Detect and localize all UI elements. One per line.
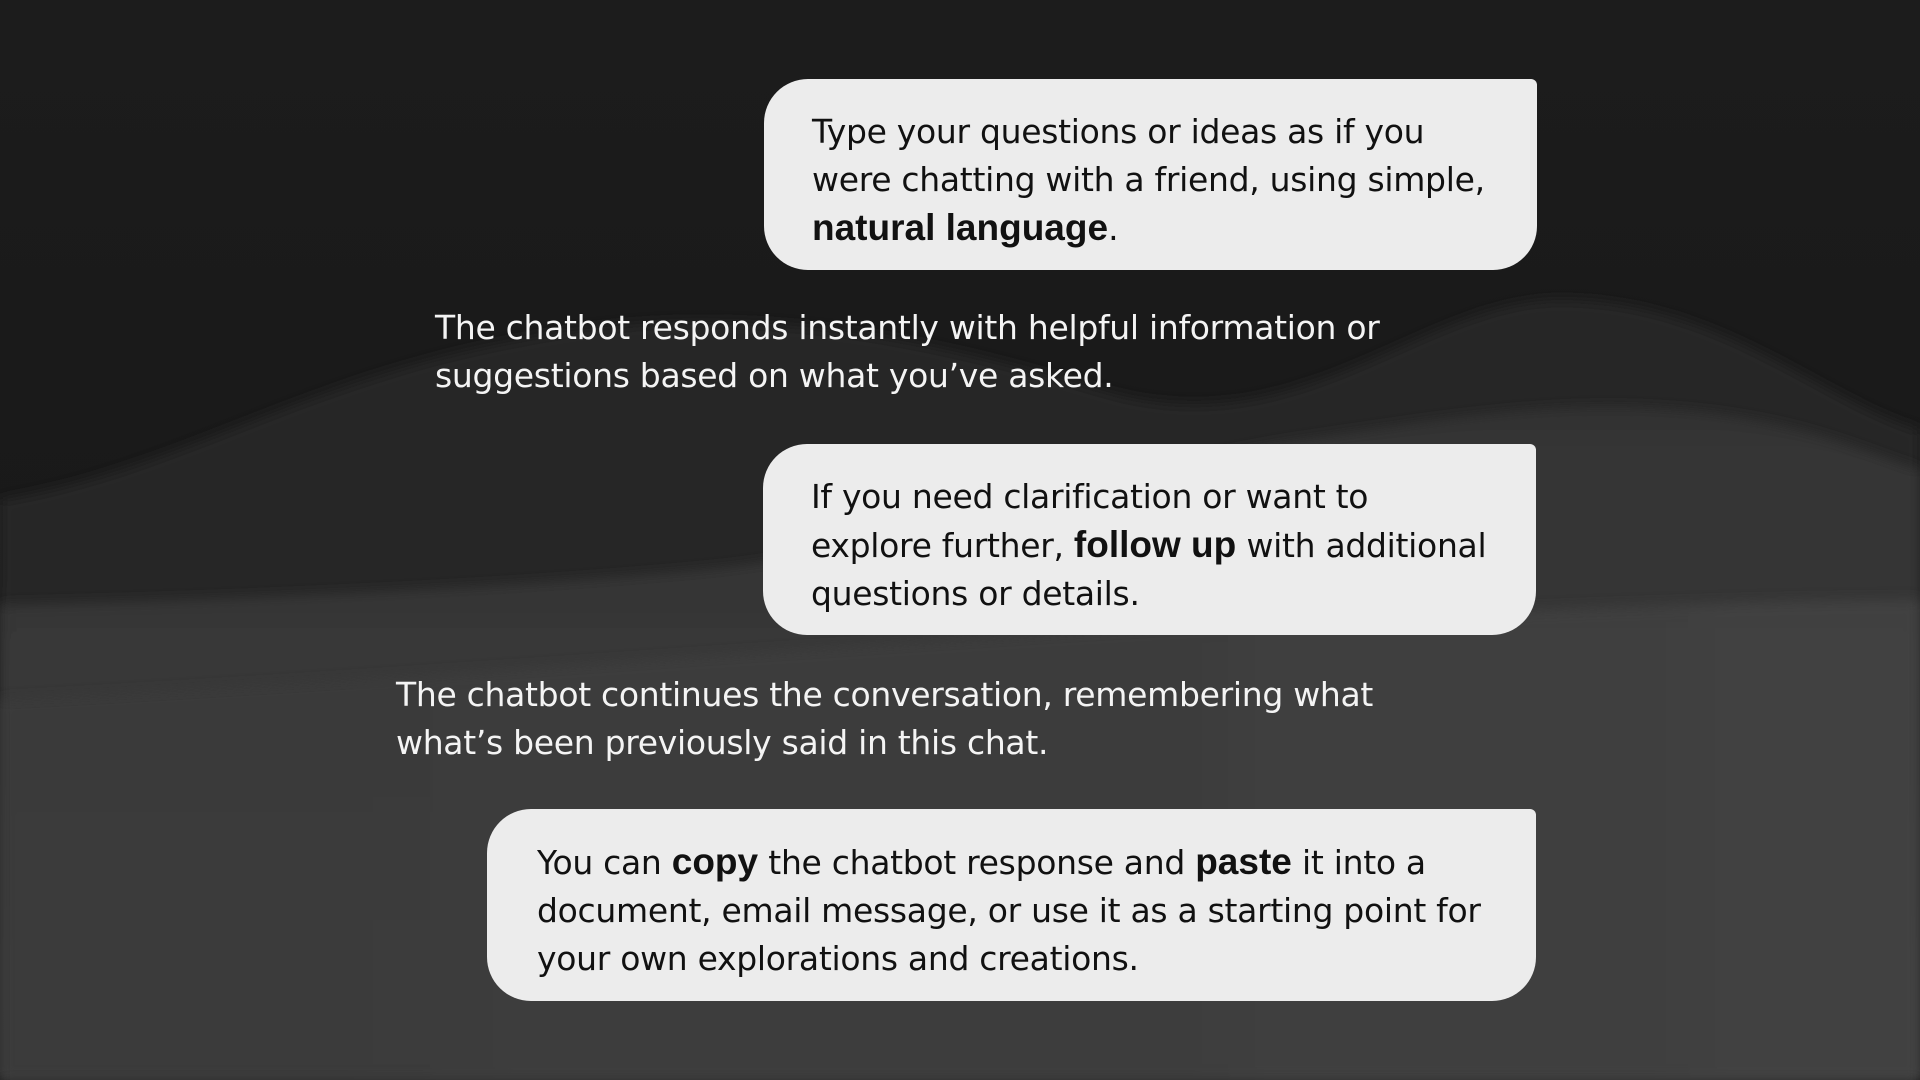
bot-message <box>396 671 1476 767</box>
message-text: Type your questions or ideas as if you were chatting with a friend, using simple, <box>812 112 1485 199</box>
user-message-bubble <box>764 79 1537 270</box>
bot-message <box>435 304 1475 400</box>
message-text: with additional questions or details. <box>811 526 1487 613</box>
user-message-bubble <box>763 444 1536 635</box>
message-text: If you need clarification or want to explore further, <box>811 477 1369 565</box>
message-text: The chatbot continues the conversation, remembering what what’s been previously said in this chat. <box>396 675 1374 762</box>
message-text: it into a document, email message, or use it as a starting point for your own explorations and creations. <box>537 843 1481 978</box>
message-text: The chatbot responds instantly with helpful information or suggestions based on what you’ve asked. <box>435 308 1380 395</box>
user-message-bubble <box>487 809 1536 1001</box>
bold-phrase: follow up <box>1073 524 1237 565</box>
bold-phrase: natural language <box>812 207 1109 248</box>
message-text: You can <box>537 843 672 882</box>
message-text: . <box>1108 209 1119 248</box>
bold-phrase: paste <box>1195 841 1292 882</box>
bold-phrase: copy <box>671 841 759 882</box>
message-text: the chatbot response and <box>758 843 1196 882</box>
